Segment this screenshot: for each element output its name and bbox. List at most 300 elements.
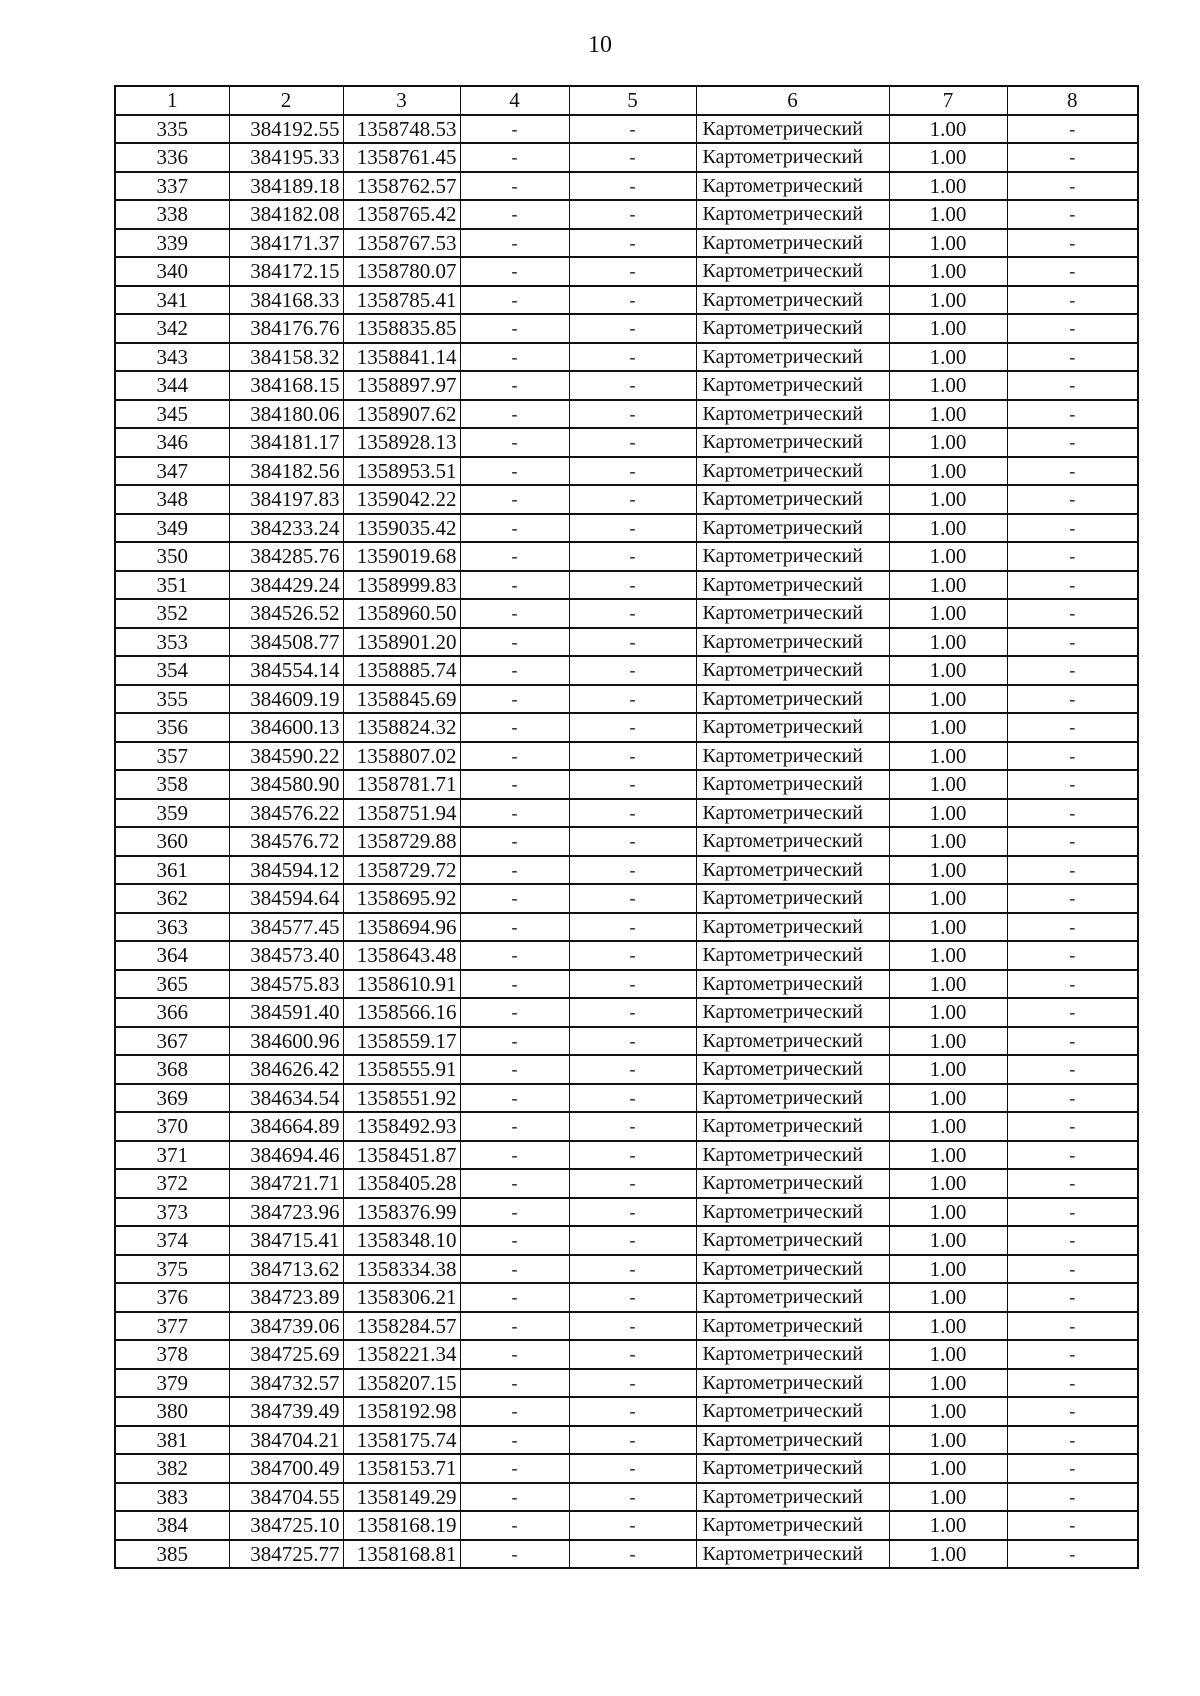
y-coordinate-cell: 1358451.87 bbox=[343, 1141, 460, 1170]
column-8-cell: - bbox=[1007, 799, 1138, 828]
method-cell: Картометрический bbox=[696, 1198, 889, 1227]
column-4-cell: - bbox=[460, 514, 569, 543]
column-5-cell: - bbox=[569, 685, 696, 714]
y-coordinate-cell: 1358960.50 bbox=[343, 599, 460, 628]
y-coordinate-cell: 1358694.96 bbox=[343, 913, 460, 942]
y-coordinate-cell: 1358780.07 bbox=[343, 257, 460, 286]
column-5-cell: - bbox=[569, 571, 696, 600]
point-number-cell: 353 bbox=[115, 628, 229, 657]
accuracy-cell: 1.00 bbox=[889, 1198, 1007, 1227]
column-8-cell: - bbox=[1007, 542, 1138, 571]
column-5-cell: - bbox=[569, 143, 696, 172]
column-4-cell: - bbox=[460, 1112, 569, 1141]
table-row bbox=[115, 1483, 1138, 1512]
point-number-cell: 361 bbox=[115, 856, 229, 885]
y-coordinate-cell: 1358492.93 bbox=[343, 1112, 460, 1141]
x-coordinate-cell: 384575.83 bbox=[229, 970, 343, 999]
column-header: 7 bbox=[889, 86, 1007, 115]
column-5-cell: - bbox=[569, 542, 696, 571]
y-coordinate-cell: 1358643.48 bbox=[343, 941, 460, 970]
method-cell: Картометрический bbox=[696, 314, 889, 343]
table-row bbox=[115, 1226, 1138, 1255]
y-coordinate-cell: 1359035.42 bbox=[343, 514, 460, 543]
method-cell: Картометрический bbox=[696, 428, 889, 457]
table-row bbox=[115, 514, 1138, 543]
column-header: 3 bbox=[343, 86, 460, 115]
column-8-cell: - bbox=[1007, 1255, 1138, 1284]
point-number-cell: 347 bbox=[115, 457, 229, 486]
method-cell: Картометрический bbox=[696, 257, 889, 286]
accuracy-cell: 1.00 bbox=[889, 1141, 1007, 1170]
accuracy-cell: 1.00 bbox=[889, 1369, 1007, 1398]
point-number-cell: 351 bbox=[115, 571, 229, 600]
column-5-cell: - bbox=[569, 1226, 696, 1255]
column-4-cell: - bbox=[460, 1198, 569, 1227]
y-coordinate-cell: 1358765.42 bbox=[343, 200, 460, 229]
method-cell: Картометрический bbox=[696, 229, 889, 258]
accuracy-cell: 1.00 bbox=[889, 1397, 1007, 1426]
column-5-cell: - bbox=[569, 1084, 696, 1113]
accuracy-cell: 1.00 bbox=[889, 172, 1007, 201]
column-4-cell: - bbox=[460, 1055, 569, 1084]
column-4-cell: - bbox=[460, 1141, 569, 1170]
point-number-cell: 372 bbox=[115, 1169, 229, 1198]
column-5-cell: - bbox=[569, 1312, 696, 1341]
accuracy-cell: 1.00 bbox=[889, 656, 1007, 685]
y-coordinate-cell: 1358845.69 bbox=[343, 685, 460, 714]
point-number-cell: 366 bbox=[115, 998, 229, 1027]
x-coordinate-cell: 384725.77 bbox=[229, 1540, 343, 1569]
column-8-cell: - bbox=[1007, 343, 1138, 372]
column-4-cell: - bbox=[460, 1397, 569, 1426]
table-row bbox=[115, 856, 1138, 885]
method-cell: Картометрический bbox=[696, 172, 889, 201]
point-number-cell: 342 bbox=[115, 314, 229, 343]
point-number-cell: 348 bbox=[115, 485, 229, 514]
column-8-cell: - bbox=[1007, 314, 1138, 343]
column-header: 2 bbox=[229, 86, 343, 115]
accuracy-cell: 1.00 bbox=[889, 229, 1007, 258]
column-8-cell: - bbox=[1007, 941, 1138, 970]
column-5-cell: - bbox=[569, 742, 696, 771]
x-coordinate-cell: 384725.10 bbox=[229, 1511, 343, 1540]
column-4-cell: - bbox=[460, 1483, 569, 1512]
column-4-cell: - bbox=[460, 485, 569, 514]
y-coordinate-cell: 1358306.21 bbox=[343, 1283, 460, 1312]
accuracy-cell: 1.00 bbox=[889, 827, 1007, 856]
y-coordinate-cell: 1358751.94 bbox=[343, 799, 460, 828]
column-4-cell: - bbox=[460, 343, 569, 372]
x-coordinate-cell: 384192.55 bbox=[229, 115, 343, 144]
column-5-cell: - bbox=[569, 713, 696, 742]
x-coordinate-cell: 384723.89 bbox=[229, 1283, 343, 1312]
column-8-cell: - bbox=[1007, 257, 1138, 286]
method-cell: Картометрический bbox=[696, 1454, 889, 1483]
x-coordinate-cell: 384725.69 bbox=[229, 1340, 343, 1369]
table-row bbox=[115, 1397, 1138, 1426]
x-coordinate-cell: 384189.18 bbox=[229, 172, 343, 201]
table-row bbox=[115, 913, 1138, 942]
table-row bbox=[115, 1312, 1138, 1341]
y-coordinate-cell: 1358767.53 bbox=[343, 229, 460, 258]
column-4-cell: - bbox=[460, 571, 569, 600]
column-8-cell: - bbox=[1007, 143, 1138, 172]
x-coordinate-cell: 384176.76 bbox=[229, 314, 343, 343]
method-cell: Картометрический bbox=[696, 685, 889, 714]
table-row bbox=[115, 884, 1138, 913]
column-4-cell: - bbox=[460, 1426, 569, 1455]
column-5-cell: - bbox=[569, 1198, 696, 1227]
column-5-cell: - bbox=[569, 913, 696, 942]
table-row bbox=[115, 713, 1138, 742]
column-4-cell: - bbox=[460, 1369, 569, 1398]
x-coordinate-cell: 384704.55 bbox=[229, 1483, 343, 1512]
column-5-cell: - bbox=[569, 827, 696, 856]
method-cell: Картометрический bbox=[696, 286, 889, 315]
y-coordinate-cell: 1358284.57 bbox=[343, 1312, 460, 1341]
point-number-cell: 369 bbox=[115, 1084, 229, 1113]
column-8-cell: - bbox=[1007, 400, 1138, 429]
point-number-cell: 340 bbox=[115, 257, 229, 286]
x-coordinate-cell: 384609.19 bbox=[229, 685, 343, 714]
column-8-cell: - bbox=[1007, 1169, 1138, 1198]
point-number-cell: 373 bbox=[115, 1198, 229, 1227]
table-row bbox=[115, 343, 1138, 372]
x-coordinate-cell: 384171.37 bbox=[229, 229, 343, 258]
point-number-cell: 341 bbox=[115, 286, 229, 315]
column-8-cell: - bbox=[1007, 827, 1138, 856]
column-8-cell: - bbox=[1007, 599, 1138, 628]
accuracy-cell: 1.00 bbox=[889, 856, 1007, 885]
y-coordinate-cell: 1358781.71 bbox=[343, 770, 460, 799]
x-coordinate-cell: 384172.15 bbox=[229, 257, 343, 286]
table-row bbox=[115, 1112, 1138, 1141]
table-row bbox=[115, 314, 1138, 343]
y-coordinate-cell: 1358153.71 bbox=[343, 1454, 460, 1483]
method-cell: Картометрический bbox=[696, 542, 889, 571]
table-row bbox=[115, 485, 1138, 514]
y-coordinate-cell: 1358168.81 bbox=[343, 1540, 460, 1569]
column-header: 8 bbox=[1007, 86, 1138, 115]
method-cell: Картометрический bbox=[696, 400, 889, 429]
point-number-cell: 376 bbox=[115, 1283, 229, 1312]
method-cell: Картометрический bbox=[696, 1511, 889, 1540]
method-cell: Картометрический bbox=[696, 941, 889, 970]
column-4-cell: - bbox=[460, 1027, 569, 1056]
accuracy-cell: 1.00 bbox=[889, 1483, 1007, 1512]
x-coordinate-cell: 384197.83 bbox=[229, 485, 343, 514]
accuracy-cell: 1.00 bbox=[889, 571, 1007, 600]
accuracy-cell: 1.00 bbox=[889, 371, 1007, 400]
y-coordinate-cell: 1358168.19 bbox=[343, 1511, 460, 1540]
x-coordinate-cell: 384626.42 bbox=[229, 1055, 343, 1084]
method-cell: Картометрический bbox=[696, 1141, 889, 1170]
column-8-cell: - bbox=[1007, 1112, 1138, 1141]
column-4-cell: - bbox=[460, 1340, 569, 1369]
accuracy-cell: 1.00 bbox=[889, 200, 1007, 229]
column-8-cell: - bbox=[1007, 1198, 1138, 1227]
accuracy-cell: 1.00 bbox=[889, 314, 1007, 343]
column-8-cell: - bbox=[1007, 1283, 1138, 1312]
point-number-cell: 358 bbox=[115, 770, 229, 799]
column-4-cell: - bbox=[460, 428, 569, 457]
column-4-cell: - bbox=[460, 1312, 569, 1341]
method-cell: Картометрический bbox=[696, 1426, 889, 1455]
column-8-cell: - bbox=[1007, 742, 1138, 771]
table-row bbox=[115, 799, 1138, 828]
column-5-cell: - bbox=[569, 343, 696, 372]
column-5-cell: - bbox=[569, 628, 696, 657]
table-row bbox=[115, 1369, 1138, 1398]
x-coordinate-cell: 384285.76 bbox=[229, 542, 343, 571]
point-number-cell: 375 bbox=[115, 1255, 229, 1284]
method-cell: Картометрический bbox=[696, 770, 889, 799]
accuracy-cell: 1.00 bbox=[889, 685, 1007, 714]
table-row bbox=[115, 229, 1138, 258]
column-5-cell: - bbox=[569, 884, 696, 913]
table-row bbox=[115, 599, 1138, 628]
column-5-cell: - bbox=[569, 941, 696, 970]
x-coordinate-cell: 384168.33 bbox=[229, 286, 343, 315]
accuracy-cell: 1.00 bbox=[889, 913, 1007, 942]
method-cell: Картометрический bbox=[696, 970, 889, 999]
column-5-cell: - bbox=[569, 371, 696, 400]
accuracy-cell: 1.00 bbox=[889, 941, 1007, 970]
y-coordinate-cell: 1358559.17 bbox=[343, 1027, 460, 1056]
x-coordinate-cell: 384182.08 bbox=[229, 200, 343, 229]
column-8-cell: - bbox=[1007, 371, 1138, 400]
table-row bbox=[115, 770, 1138, 799]
x-coordinate-cell: 384580.90 bbox=[229, 770, 343, 799]
x-coordinate-cell: 384554.14 bbox=[229, 656, 343, 685]
column-4-cell: - bbox=[460, 229, 569, 258]
column-4-cell: - bbox=[460, 1454, 569, 1483]
method-cell: Картометрический bbox=[696, 913, 889, 942]
column-4-cell: - bbox=[460, 656, 569, 685]
column-4-cell: - bbox=[460, 1169, 569, 1198]
accuracy-cell: 1.00 bbox=[889, 115, 1007, 144]
column-5-cell: - bbox=[569, 514, 696, 543]
accuracy-cell: 1.00 bbox=[889, 428, 1007, 457]
column-header: 6 bbox=[696, 86, 889, 115]
column-4-cell: - bbox=[460, 998, 569, 1027]
table-row bbox=[115, 685, 1138, 714]
x-coordinate-cell: 384576.72 bbox=[229, 827, 343, 856]
accuracy-cell: 1.00 bbox=[889, 1055, 1007, 1084]
table-row bbox=[115, 970, 1138, 999]
table-row bbox=[115, 1141, 1138, 1170]
table-header bbox=[115, 86, 1138, 115]
point-number-cell: 355 bbox=[115, 685, 229, 714]
y-coordinate-cell: 1358928.13 bbox=[343, 428, 460, 457]
table-row bbox=[115, 1511, 1138, 1540]
table-row bbox=[115, 1027, 1138, 1056]
table-row bbox=[115, 200, 1138, 229]
table-body bbox=[115, 115, 1138, 1569]
table-row bbox=[115, 1084, 1138, 1113]
point-number-cell: 363 bbox=[115, 913, 229, 942]
column-4-cell: - bbox=[460, 1226, 569, 1255]
method-cell: Картометрический bbox=[696, 827, 889, 856]
method-cell: Картометрический bbox=[696, 1084, 889, 1113]
x-coordinate-cell: 384723.96 bbox=[229, 1198, 343, 1227]
column-5-cell: - bbox=[569, 998, 696, 1027]
table-row bbox=[115, 428, 1138, 457]
y-coordinate-cell: 1358907.62 bbox=[343, 400, 460, 429]
method-cell: Картометрический bbox=[696, 371, 889, 400]
table-row bbox=[115, 628, 1138, 657]
accuracy-cell: 1.00 bbox=[889, 1255, 1007, 1284]
x-coordinate-cell: 384590.22 bbox=[229, 742, 343, 771]
method-cell: Картометрический bbox=[696, 1255, 889, 1284]
column-5-cell: - bbox=[569, 1340, 696, 1369]
column-8-cell: - bbox=[1007, 457, 1138, 486]
column-5-cell: - bbox=[569, 1027, 696, 1056]
column-5-cell: - bbox=[569, 970, 696, 999]
x-coordinate-cell: 384713.62 bbox=[229, 1255, 343, 1284]
y-coordinate-cell: 1358729.72 bbox=[343, 856, 460, 885]
x-coordinate-cell: 384573.40 bbox=[229, 941, 343, 970]
column-5-cell: - bbox=[569, 172, 696, 201]
column-5-cell: - bbox=[569, 1141, 696, 1170]
accuracy-cell: 1.00 bbox=[889, 998, 1007, 1027]
table-row bbox=[115, 257, 1138, 286]
column-header: 4 bbox=[460, 86, 569, 115]
point-number-cell: 335 bbox=[115, 115, 229, 144]
y-coordinate-cell: 1358897.97 bbox=[343, 371, 460, 400]
accuracy-cell: 1.00 bbox=[889, 1283, 1007, 1312]
y-coordinate-cell: 1358334.38 bbox=[343, 1255, 460, 1284]
table-row bbox=[115, 457, 1138, 486]
column-4-cell: - bbox=[460, 970, 569, 999]
accuracy-cell: 1.00 bbox=[889, 1084, 1007, 1113]
point-number-cell: 382 bbox=[115, 1454, 229, 1483]
point-number-cell: 345 bbox=[115, 400, 229, 429]
point-number-cell: 362 bbox=[115, 884, 229, 913]
x-coordinate-cell: 384576.22 bbox=[229, 799, 343, 828]
x-coordinate-cell: 384526.52 bbox=[229, 599, 343, 628]
method-cell: Картометрический bbox=[696, 200, 889, 229]
column-8-cell: - bbox=[1007, 514, 1138, 543]
method-cell: Картометрический bbox=[696, 143, 889, 172]
point-number-cell: 344 bbox=[115, 371, 229, 400]
table-row bbox=[115, 1426, 1138, 1455]
column-4-cell: - bbox=[460, 1540, 569, 1569]
column-8-cell: - bbox=[1007, 571, 1138, 600]
method-cell: Картометрический bbox=[696, 1226, 889, 1255]
column-5-cell: - bbox=[569, 1397, 696, 1426]
column-4-cell: - bbox=[460, 599, 569, 628]
column-5-cell: - bbox=[569, 856, 696, 885]
x-coordinate-cell: 384694.46 bbox=[229, 1141, 343, 1170]
column-4-cell: - bbox=[460, 941, 569, 970]
column-8-cell: - bbox=[1007, 1454, 1138, 1483]
table-row bbox=[115, 1255, 1138, 1284]
x-coordinate-cell: 384594.64 bbox=[229, 884, 343, 913]
y-coordinate-cell: 1358807.02 bbox=[343, 742, 460, 771]
column-8-cell: - bbox=[1007, 970, 1138, 999]
method-cell: Картометрический bbox=[696, 1055, 889, 1084]
y-coordinate-cell: 1358748.53 bbox=[343, 115, 460, 144]
x-coordinate-cell: 384664.89 bbox=[229, 1112, 343, 1141]
y-coordinate-cell: 1358566.16 bbox=[343, 998, 460, 1027]
point-number-cell: 365 bbox=[115, 970, 229, 999]
method-cell: Картометрический bbox=[696, 1027, 889, 1056]
column-5-cell: - bbox=[569, 1483, 696, 1512]
point-number-cell: 336 bbox=[115, 143, 229, 172]
column-4-cell: - bbox=[460, 628, 569, 657]
point-number-cell: 343 bbox=[115, 343, 229, 372]
column-4-cell: - bbox=[460, 200, 569, 229]
column-4-cell: - bbox=[460, 400, 569, 429]
method-cell: Картометрический bbox=[696, 1483, 889, 1512]
x-coordinate-cell: 384739.49 bbox=[229, 1397, 343, 1426]
x-coordinate-cell: 384158.32 bbox=[229, 343, 343, 372]
method-cell: Картометрический bbox=[696, 1369, 889, 1398]
table-row bbox=[115, 1454, 1138, 1483]
accuracy-cell: 1.00 bbox=[889, 884, 1007, 913]
column-8-cell: - bbox=[1007, 685, 1138, 714]
y-coordinate-cell: 1358207.15 bbox=[343, 1369, 460, 1398]
point-number-cell: 367 bbox=[115, 1027, 229, 1056]
column-4-cell: - bbox=[460, 799, 569, 828]
method-cell: Картометрический bbox=[696, 1312, 889, 1341]
column-4-cell: - bbox=[460, 1255, 569, 1284]
table-row bbox=[115, 571, 1138, 600]
column-8-cell: - bbox=[1007, 856, 1138, 885]
accuracy-cell: 1.00 bbox=[889, 485, 1007, 514]
table-row bbox=[115, 941, 1138, 970]
method-cell: Картометрический bbox=[696, 1540, 889, 1569]
accuracy-cell: 1.00 bbox=[889, 1027, 1007, 1056]
x-coordinate-cell: 384591.40 bbox=[229, 998, 343, 1027]
y-coordinate-cell: 1358953.51 bbox=[343, 457, 460, 486]
column-5-cell: - bbox=[569, 200, 696, 229]
x-coordinate-cell: 384715.41 bbox=[229, 1226, 343, 1255]
column-8-cell: - bbox=[1007, 428, 1138, 457]
x-coordinate-cell: 384704.21 bbox=[229, 1426, 343, 1455]
column-8-cell: - bbox=[1007, 1483, 1138, 1512]
column-4-cell: - bbox=[460, 1511, 569, 1540]
column-5-cell: - bbox=[569, 400, 696, 429]
column-5-cell: - bbox=[569, 314, 696, 343]
method-cell: Картометрический bbox=[696, 343, 889, 372]
column-8-cell: - bbox=[1007, 1340, 1138, 1369]
accuracy-cell: 1.00 bbox=[889, 257, 1007, 286]
column-8-cell: - bbox=[1007, 628, 1138, 657]
y-coordinate-cell: 1358885.74 bbox=[343, 656, 460, 685]
y-coordinate-cell: 1358841.14 bbox=[343, 343, 460, 372]
table-row bbox=[115, 1340, 1138, 1369]
table-row bbox=[115, 1198, 1138, 1227]
column-5-cell: - bbox=[569, 115, 696, 144]
x-coordinate-cell: 384732.57 bbox=[229, 1369, 343, 1398]
column-8-cell: - bbox=[1007, 200, 1138, 229]
y-coordinate-cell: 1358824.32 bbox=[343, 713, 460, 742]
column-header: 5 bbox=[569, 86, 696, 115]
y-coordinate-cell: 1358348.10 bbox=[343, 1226, 460, 1255]
point-number-cell: 374 bbox=[115, 1226, 229, 1255]
point-number-cell: 383 bbox=[115, 1483, 229, 1512]
y-coordinate-cell: 1358149.29 bbox=[343, 1483, 460, 1512]
column-5-cell: - bbox=[569, 1169, 696, 1198]
column-4-cell: - bbox=[460, 1283, 569, 1312]
column-header: 1 bbox=[115, 86, 229, 115]
column-4-cell: - bbox=[460, 371, 569, 400]
method-cell: Картометрический bbox=[696, 628, 889, 657]
table-row bbox=[115, 656, 1138, 685]
column-5-cell: - bbox=[569, 656, 696, 685]
